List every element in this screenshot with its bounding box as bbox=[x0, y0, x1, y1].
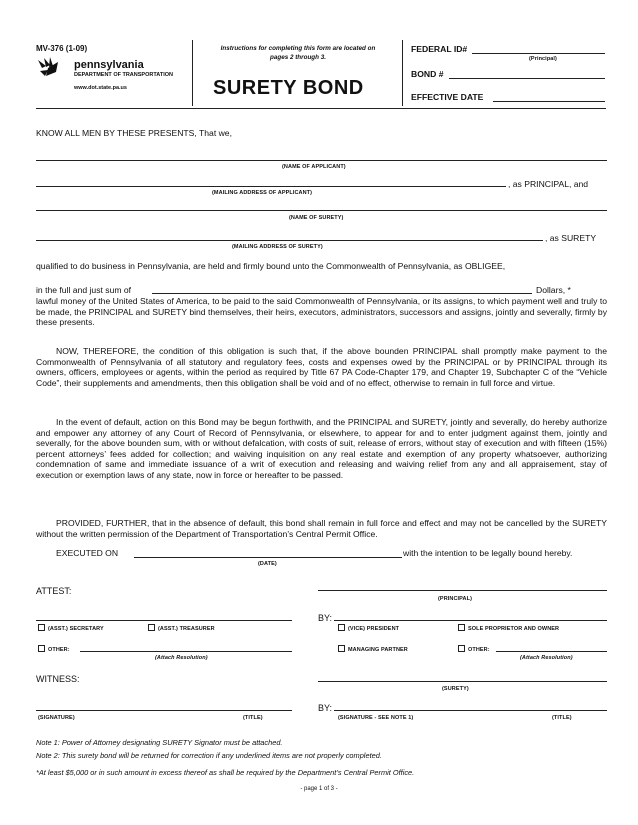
attach-resolution-left: (Attach Resolution) bbox=[155, 655, 208, 661]
witness-signature-field[interactable] bbox=[36, 710, 292, 711]
form-code: MV-376 (1-09) bbox=[36, 44, 88, 53]
logo-state-name: pennsylvania bbox=[74, 59, 144, 71]
witness-label: WITNESS: bbox=[36, 674, 80, 684]
attach-resolution-right: (Attach Resolution) bbox=[520, 655, 573, 661]
sole-proprietor-option[interactable]: SOLE PROPRIETOR AND OWNER bbox=[458, 624, 559, 632]
principal-field[interactable] bbox=[318, 590, 607, 591]
managing-partner-option[interactable]: MANAGING PARTNER bbox=[338, 645, 408, 653]
other-option-right[interactable]: OTHER: bbox=[458, 645, 490, 653]
note-2: Note 2: This surety bond will be returned for correction if any underlined items are not properly completed. bbox=[36, 751, 382, 760]
sum-prefix: in the full and just sum of bbox=[36, 285, 132, 295]
as-principal-text: , as PRINCIPAL, and bbox=[508, 179, 589, 189]
note-1: Note 1: Power of Attorney designating SURETY Signator must be attached. bbox=[36, 738, 283, 747]
applicant-name-field[interactable] bbox=[36, 160, 607, 161]
checkbox-icon bbox=[338, 624, 345, 631]
attest-signature-field[interactable] bbox=[36, 620, 292, 621]
sum-field[interactable] bbox=[152, 293, 532, 294]
surety-name-field[interactable] bbox=[36, 210, 607, 211]
paragraph-now-therefore: NOW, THEREFORE, the condition of this obligation is such that, if the above bounden PRINCIPAL shall promptly make payment to the Commonwealth of Pennsylvania of all statutory and regulatory fees, costs and expenses owed by the PRINCIPAL or by PRINCIPAL through its owners, officers, employees or agents, within the period as required by Title 67 PA Code-Chapter 179, and Chapter 19, Subchapter C of the “Vehicle Code”, their supplements and amendments, then this obligation shall be void and of no effect, otherwise to remain in full force and virtue. bbox=[36, 346, 607, 388]
keystone-logo-icon bbox=[36, 56, 66, 78]
applicant-address-field[interactable] bbox=[36, 186, 506, 187]
surety-by-field[interactable] bbox=[334, 710, 607, 711]
asst-secretary-option[interactable]: (ASST.) SECRETARY bbox=[38, 624, 104, 632]
intro-text: KNOW ALL MEN BY THESE PRESENTS, That we, bbox=[36, 128, 232, 138]
surety-address-field[interactable] bbox=[36, 240, 543, 241]
principal-label: (PRINCIPAL) bbox=[438, 596, 472, 602]
surety-address-label: (MAILING ADDRESS OF SURETY) bbox=[232, 244, 323, 250]
surety-signature-label: (SIGNATURE - SEE NOTE 1) bbox=[338, 715, 414, 721]
paragraph-default: In the event of default, action on this Bond may be begun forthwith, and the PRINCIPAL and SURETY, jointly and severally, do hereby authorize and empower any attorney of any Court of Record of Pennsylvania, or elsewhere, to appear for and to enter judgment against them, jointly and severally, for the above bounden sum, with or without defalcation, with costs of suit, release of errors, without stay of execution and with fifteen (15%) percent attorneys’ fees added for collection; and waiving inquisition on any real estate and exemption of any property whatsoever, authorizing condemnation of same and immediate issuance of a writ of execution and releasing and waiving relief from any and all appraisement, stay of execution or exemption laws of any state, now in force or hereafter to be passed. bbox=[36, 417, 607, 480]
logo-department: DEPARTMENT OF TRANSPORTATION bbox=[74, 72, 173, 78]
asst-treasurer-option[interactable]: (ASST.) TREASURER bbox=[148, 624, 215, 632]
effective-date-field[interactable] bbox=[493, 101, 605, 102]
applicant-name-label: (NAME OF APPLICANT) bbox=[282, 164, 346, 170]
sum-suffix: Dollars, * bbox=[536, 285, 571, 295]
page-number: - page 1 of 3 - bbox=[300, 786, 338, 792]
witness-signature-label: (SIGNATURE) bbox=[38, 715, 75, 721]
paragraph-provided: PROVIDED, FURTHER, that in the absence of default, this bond shall remain in full force and effect and may not be cancelled by the SURETY without the written permission of the Department of Transportation’s Central Permit Office. bbox=[36, 518, 607, 539]
principal-by-field[interactable] bbox=[334, 620, 607, 621]
checkbox-icon bbox=[458, 645, 465, 652]
by-label-principal: BY: bbox=[318, 613, 333, 623]
header-divider-left bbox=[192, 40, 193, 106]
logo-website: www.dot.state.pa.us bbox=[74, 85, 127, 91]
surety-title-label: (TITLE) bbox=[552, 715, 572, 721]
applicant-address-label: (MAILING ADDRESS OF APPLICANT) bbox=[212, 190, 313, 196]
note-3: *At least $5,000 or in such amount in excess thereof as shall be required by the Department’s Central Permit Office. bbox=[36, 768, 415, 777]
vice-president-option[interactable]: (VICE) PRESIDENT bbox=[338, 624, 399, 632]
other-option-left[interactable]: OTHER: bbox=[38, 645, 70, 653]
date-label: (DATE) bbox=[258, 561, 277, 567]
instructions-note: Instructions for completing this form are located on pages 2 through 3. bbox=[220, 45, 376, 61]
header-divider-right bbox=[402, 40, 403, 106]
bond-number-label: BOND # bbox=[411, 69, 444, 79]
checkbox-icon bbox=[458, 624, 465, 631]
surety-field[interactable] bbox=[318, 681, 607, 682]
surety-name-label: (NAME OF SURETY) bbox=[289, 215, 344, 221]
principal-note: (Principal) bbox=[529, 56, 557, 62]
effective-date-label: EFFECTIVE DATE bbox=[411, 92, 484, 102]
header-rule bbox=[36, 108, 606, 109]
checkbox-icon bbox=[338, 645, 345, 652]
bond-number-field[interactable] bbox=[449, 78, 605, 79]
page-title: SURETY BOND bbox=[213, 77, 364, 99]
checkbox-icon bbox=[38, 645, 45, 652]
executed-date-field[interactable] bbox=[134, 557, 402, 558]
checkbox-icon bbox=[148, 624, 155, 631]
federal-id-field[interactable] bbox=[472, 53, 605, 54]
obligee-line: qualified to do business in Pennsylvania, are held and firmly bound unto the Commonwealth of Pennsylvania, as OBLIGEE, bbox=[36, 261, 506, 271]
by-label-surety: BY: bbox=[318, 703, 333, 713]
executed-on-label: EXECUTED ON bbox=[56, 548, 119, 558]
federal-id-label: FEDERAL ID# bbox=[411, 44, 468, 54]
as-surety-text: , as SURETY bbox=[545, 233, 597, 243]
sum-paragraph: lawful money of the United States of America, to be paid to the said Commonwealth of Pennsylvania, or its assigns, to which payment well and truly to be made, the PRINCIPAL and SURETY bind themselves, their heirs, executors, administrators, successors and assigns, jointly and severally, firmly by these presents. bbox=[36, 296, 607, 328]
other-field-right[interactable] bbox=[496, 651, 607, 652]
surety-label: (SURETY) bbox=[442, 686, 469, 692]
other-field-left[interactable] bbox=[80, 651, 292, 652]
checkbox-icon bbox=[38, 624, 45, 631]
executed-suffix: with the intention to be legally bound hereby. bbox=[403, 548, 573, 558]
attest-label: ATTEST: bbox=[36, 586, 72, 596]
witness-title-label: (TITLE) bbox=[243, 715, 263, 721]
